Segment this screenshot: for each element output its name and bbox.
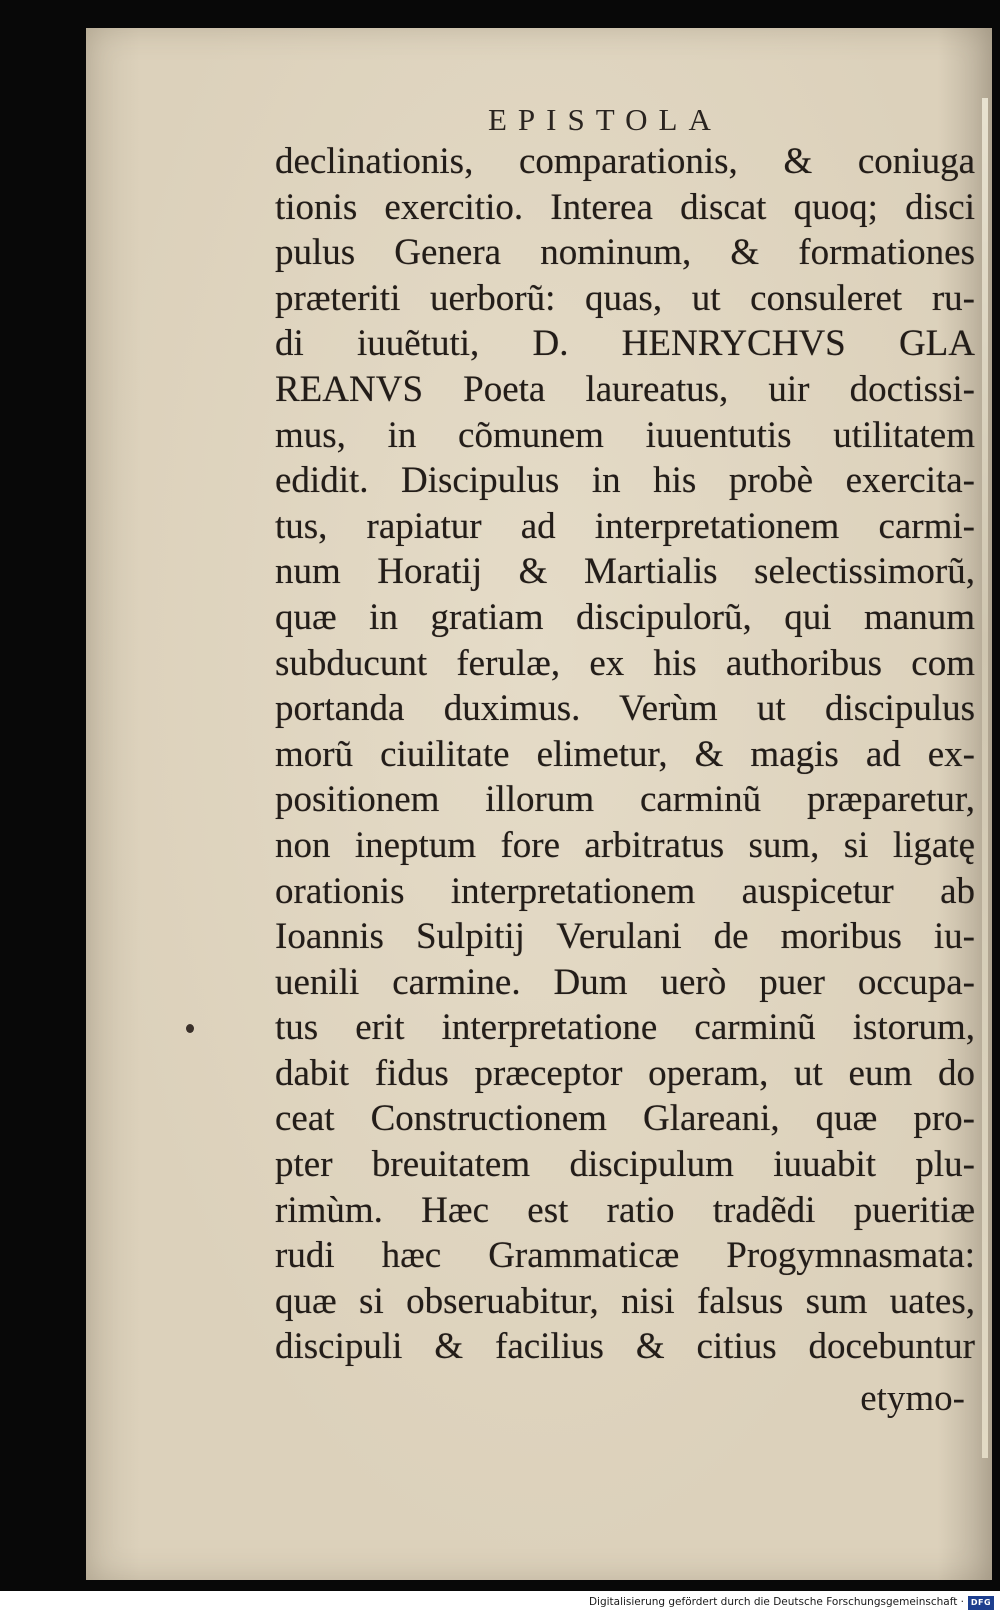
text-line: num Horatij & Martialis selectissimorũ, [275, 551, 975, 593]
text-line: pter breuitatem discipulum iuuabit plu- [275, 1144, 975, 1186]
text-line: quæ in gratiam discipulorũ, qui manum [275, 596, 975, 638]
text-line: rudi hæc Grammaticæ Progymnasmata: [275, 1235, 975, 1277]
text-line: portanda duximus. Verùm ut discipulus [275, 688, 975, 730]
text-line: rimùm. Hæc est ratio tradẽdi pueritiæ [275, 1189, 975, 1231]
body-text [275, 139, 975, 1370]
text-line: ceat Constructionem Glareani, quæ pro- [275, 1098, 975, 1140]
dfg-logo-icon: DFG [968, 1596, 994, 1610]
text-line: tus, rapiatur ad interpretationem carmi- [275, 505, 975, 547]
text-line: di iuuẽtuti, D. HENRYCHVS GLA [275, 323, 975, 365]
text-line: uenili carmine. Dum uerò puer occupa- [275, 961, 975, 1003]
digitization-footer [0, 1591, 1000, 1617]
text-line: subducunt ferulæ, ex his authoribus com [275, 642, 975, 684]
running-head: EPISTOLA [488, 102, 722, 137]
text-line: præteriti uerborũ: quas, ut consuleret ru- [275, 277, 975, 319]
text-line: Ioannis Sulpitij Verulani de moribus iu- [275, 916, 975, 958]
text-line: pulus Genera nominum, & formationes [275, 232, 975, 274]
ink-spot [186, 1024, 194, 1033]
text-line: tionis exercitio. Interea discat quoq; disci [275, 186, 975, 228]
text-line: mus, in cõmunem iuuentutis utilitatem [275, 414, 975, 456]
text-line: positionem illorum carminũ præparetur, [275, 779, 975, 821]
text-line: declinationis, comparationis, & coniuga [275, 141, 975, 182]
footer-credit: Digitalisierung gefördert durch die Deutsche Forschungsgemeinschaft · [588, 1596, 964, 1608]
text-line: orationis interpretationem auspicetur ab [275, 870, 975, 912]
text-line: morũ ciuilitate elimetur, & magis ad ex- [275, 733, 975, 775]
text-line: discipuli & facilius & citius docebuntur [275, 1326, 975, 1368]
text-line: REANVS Poeta laureatus, uir doctissi- [275, 368, 975, 410]
text-line: non ineptum fore arbitratus sum, si ligatę [275, 824, 975, 866]
catchword: etymo- [860, 1378, 965, 1419]
page-edge [982, 98, 988, 1458]
text-line: quæ si obseruabitur, nisi falsus sum uates, [275, 1280, 975, 1322]
text-line: edidit. Discipulus in his probè exercita- [275, 460, 975, 502]
text-line: tus erit interpretatione carminũ istorum, [275, 1007, 975, 1049]
text-line: dabit fidus præceptor operam, ut eum do [275, 1052, 975, 1094]
